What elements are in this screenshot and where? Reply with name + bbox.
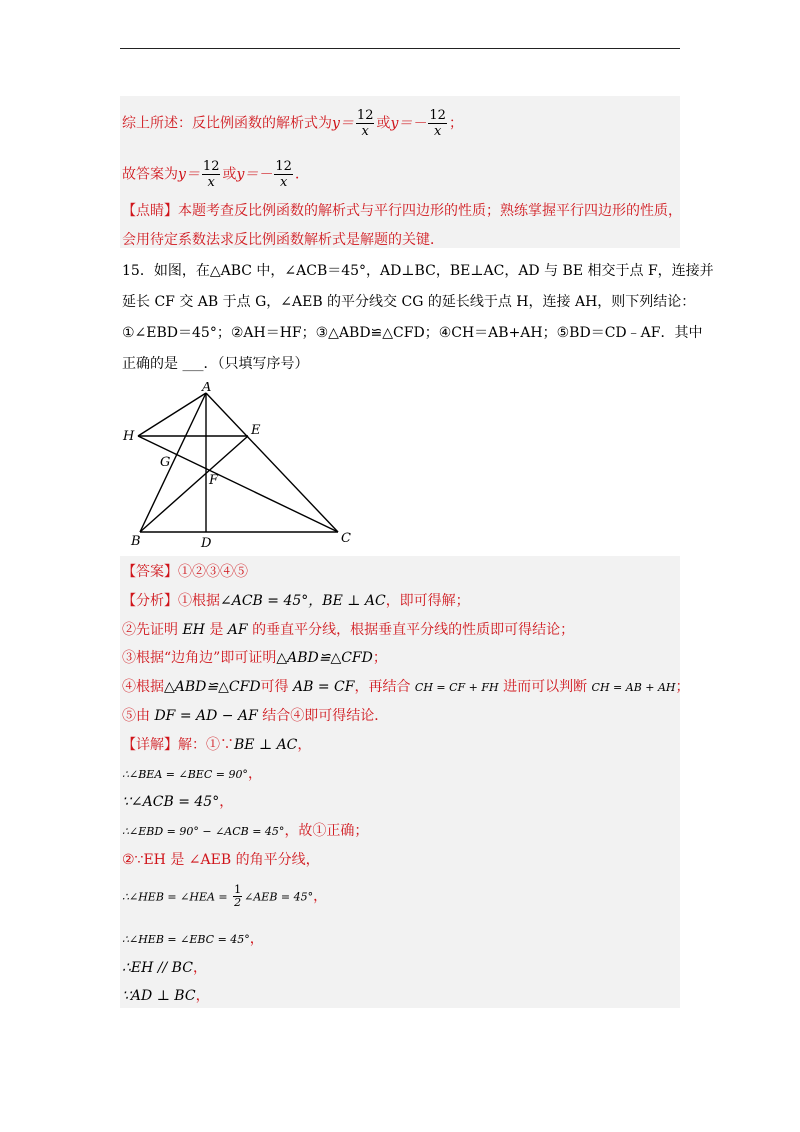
segment-HC bbox=[138, 436, 338, 532]
detail-step: ∴EH // BC， bbox=[122, 960, 207, 976]
label-D: D bbox=[201, 536, 212, 551]
fraction: $\frac{12}{x}$ bbox=[356, 108, 374, 139]
label-G: G bbox=[160, 455, 171, 470]
detail-step: ∵AD ⊥ BC， bbox=[122, 988, 210, 1004]
detail-head: 【详解】解：①∵BE ⊥ AC， bbox=[122, 737, 312, 753]
detail-step: ∴∠HEB = ∠EBC = 45°， bbox=[122, 931, 264, 947]
comment-line-1: 【点睛】本题考查反比例函数的解析式与平行四边形的性质；熟练掌握平行四边形的性质， bbox=[122, 203, 682, 219]
label-A: A bbox=[202, 382, 212, 395]
problem-line-2: 延长 CF 交 AB 于点 G，∠AEB 的平分线交 CG 的延长线于点 H，连接 AH，则下列结论： bbox=[122, 294, 696, 310]
analysis-3: ③根据“边角边”即可证明△ABD≌△CFD； bbox=[122, 650, 387, 666]
header-rule bbox=[120, 48, 680, 49]
analysis-5: ⑤由 DF = AD − AF 结合④即可得结论． bbox=[122, 708, 389, 724]
comment-line-2: 会用待定系数法求反比例函数解析式是解题的关键． bbox=[122, 232, 444, 248]
fraction: $\frac{12}{x}$ bbox=[275, 159, 292, 190]
label-F: F bbox=[209, 473, 219, 488]
triangle-figure bbox=[118, 382, 368, 552]
problem-line-1: 15．如图，在△ABC 中，∠ACB＝45°，AD⊥BC，BE⊥AC，AD 与 BE 相交于点 F，连接并 bbox=[122, 263, 714, 279]
label-H: H bbox=[123, 429, 135, 444]
fraction: $\frac{1}{2}$ bbox=[234, 883, 242, 909]
answer-line: 故答案为y＝ $\frac{12}{x}$ 或y＝－ $\frac{12}{x}$ ． bbox=[122, 159, 309, 190]
segment-AC bbox=[206, 393, 338, 532]
analysis-4: ④根据△ABD≌△CFD可得 AB = CF，再结合 CH = CF + FH 进而可以判断 CH = AB + AH； bbox=[122, 679, 690, 695]
detail-step: ∴∠HEB = ∠HEA = $\frac{1}{2}$ ∠AEB = 45°， bbox=[122, 883, 328, 909]
answer-label: 【答案】①②③④⑤ bbox=[122, 564, 248, 580]
analysis-2: ②先证明 EH 是 AF 的垂直平分线，根据垂直平分线的性质即可得结论； bbox=[122, 622, 575, 638]
problem-line-3: ①∠EBD＝45°；②AH＝HF；③△ABD≌△CFD；④CH＝AB+AH；⑤BD＝CD﹣AF．其中 bbox=[122, 325, 703, 341]
summary-line: 综上所述：反比例函数的解析式为y＝ $\frac{12}{x}$ 或y＝－ $\frac{12}{x}$ ； bbox=[122, 108, 463, 139]
label-C: C bbox=[341, 531, 351, 546]
detail-step: ∴∠BEA = ∠BEC = 90°， bbox=[122, 766, 262, 782]
detail-step: ∴∠EBD = 90° − ∠ACB = 45°，故①正确； bbox=[122, 823, 369, 839]
fraction: $\frac{12}{x}$ bbox=[429, 108, 446, 139]
segment-BE bbox=[140, 436, 248, 532]
label-B: B bbox=[131, 534, 141, 549]
detail-step: ②∵EH 是 ∠AEB 的角平分线， bbox=[122, 852, 320, 868]
fraction: $\frac{12}{x}$ bbox=[202, 159, 220, 190]
problem-line-4: 正确的是 ___．（只填写序号） bbox=[122, 356, 309, 372]
analysis-1: 【分析】①根据∠ACB = 45°，BE ⊥ AC，即可得解； bbox=[122, 593, 470, 609]
detail-step: ∵∠ACB = 45°， bbox=[122, 794, 234, 810]
label-E: E bbox=[251, 423, 261, 438]
